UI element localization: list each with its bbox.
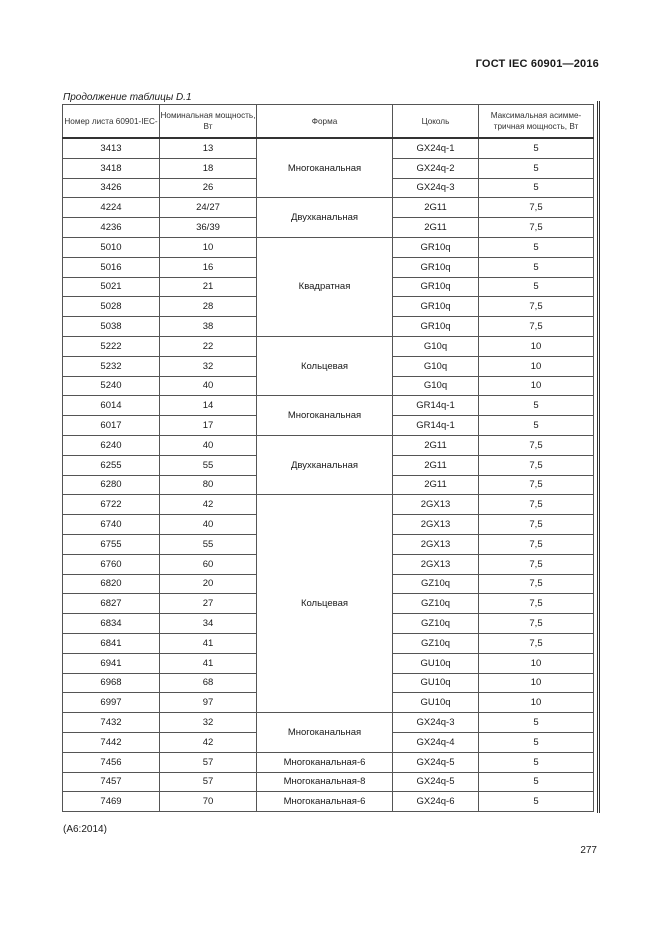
cell-sheet-number: 4236 [63, 218, 160, 238]
cell-sheet-number: 5038 [63, 317, 160, 337]
cell-nominal-power: 34 [160, 614, 257, 634]
cell-base: GX24q-6 [393, 792, 479, 812]
cell-max-power: 7,5 [479, 435, 594, 455]
table-caption: Продолжение таблицы D.1 [63, 92, 192, 103]
cell-base: GX24q-3 [393, 178, 479, 198]
cell-sheet-number: 6740 [63, 515, 160, 535]
cell-base: G10q [393, 356, 479, 376]
cell-nominal-power: 21 [160, 277, 257, 297]
cell-sheet-number: 3418 [63, 158, 160, 178]
cell-sheet-number: 4224 [63, 198, 160, 218]
cell-sheet-number: 6827 [63, 594, 160, 614]
cell-base: GR14q-1 [393, 396, 479, 416]
cell-sheet-number: 7457 [63, 772, 160, 792]
cell-max-power: 5 [479, 277, 594, 297]
cell-sheet-number: 6841 [63, 633, 160, 653]
cell-nominal-power: 17 [160, 416, 257, 436]
cell-base: G10q [393, 336, 479, 356]
cell-max-power: 5 [479, 237, 594, 257]
cell-max-power: 5 [479, 713, 594, 733]
cell-base: GU10q [393, 673, 479, 693]
cell-sheet-number: 6240 [63, 435, 160, 455]
cell-base: 2GX13 [393, 554, 479, 574]
cell-shape: Многоканальная-6 [257, 792, 393, 812]
cell-base: GR10q [393, 317, 479, 337]
cell-base: GR10q [393, 277, 479, 297]
table-row [63, 435, 594, 455]
cell-max-power: 5 [479, 178, 594, 198]
cell-max-power: 10 [479, 376, 594, 396]
cell-sheet-number: 6941 [63, 653, 160, 673]
cell-sheet-number: 5222 [63, 336, 160, 356]
cell-max-power: 7,5 [479, 515, 594, 535]
cell-nominal-power: 27 [160, 594, 257, 614]
cell-max-power: 5 [479, 752, 594, 772]
cell-nominal-power: 22 [160, 336, 257, 356]
cell-max-power: 7,5 [479, 614, 594, 634]
cell-base: 2G11 [393, 435, 479, 455]
table-body [63, 138, 594, 812]
cell-sheet-number: 5028 [63, 297, 160, 317]
cell-sheet-number: 6755 [63, 534, 160, 554]
cell-sheet-number: 3426 [63, 178, 160, 198]
cell-nominal-power: 13 [160, 138, 257, 158]
document-header: ГОСТ IEC 60901—2016 [475, 58, 599, 70]
cell-base: 2G11 [393, 218, 479, 238]
cell-base: GU10q [393, 693, 479, 713]
cell-base: GR10q [393, 297, 479, 317]
cell-sheet-number: 5021 [63, 277, 160, 297]
cell-base: GX24q-5 [393, 772, 479, 792]
cell-nominal-power: 41 [160, 653, 257, 673]
cell-base: GR14q-1 [393, 416, 479, 436]
cell-max-power: 7,5 [479, 554, 594, 574]
cell-max-power: 5 [479, 158, 594, 178]
cell-nominal-power: 20 [160, 574, 257, 594]
cell-sheet-number: 7456 [63, 752, 160, 772]
cell-base: 2GX13 [393, 495, 479, 515]
cell-sheet-number: 6968 [63, 673, 160, 693]
cell-base: GR10q [393, 237, 479, 257]
cell-base: 2G11 [393, 455, 479, 475]
cell-max-power: 5 [479, 396, 594, 416]
cell-shape: Кольцевая [257, 336, 393, 395]
cell-nominal-power: 42 [160, 495, 257, 515]
cell-shape: Двухканальная [257, 198, 393, 238]
cell-sheet-number: 5016 [63, 257, 160, 277]
cell-sheet-number: 6834 [63, 614, 160, 634]
cell-nominal-power: 70 [160, 792, 257, 812]
column-header-base: Цоколь [393, 105, 479, 139]
cell-sheet-number: 6255 [63, 455, 160, 475]
cell-base: GX24q-5 [393, 752, 479, 772]
cell-max-power: 10 [479, 673, 594, 693]
cell-sheet-number: 6997 [63, 693, 160, 713]
cell-nominal-power: 41 [160, 633, 257, 653]
cell-sheet-number: 6820 [63, 574, 160, 594]
cell-max-power: 5 [479, 138, 594, 158]
column-header-power: Номинальная мощность, Вт [160, 105, 257, 139]
lamp-data-table [62, 104, 594, 812]
table-row [63, 396, 594, 416]
cell-shape: Многоканальная [257, 138, 393, 198]
cell-shape: Многоканальная [257, 396, 393, 436]
cell-sheet-number: 3413 [63, 138, 160, 158]
table-row [63, 792, 594, 812]
cell-max-power: 10 [479, 653, 594, 673]
cell-sheet-number: 6280 [63, 475, 160, 495]
cell-base: 2GX13 [393, 515, 479, 535]
cell-base: GZ10q [393, 614, 479, 634]
cell-nominal-power: 28 [160, 297, 257, 317]
cell-max-power: 5 [479, 732, 594, 752]
cell-max-power: 7,5 [479, 218, 594, 238]
cell-nominal-power: 40 [160, 515, 257, 535]
cell-max-power: 7,5 [479, 455, 594, 475]
cell-base: 2G11 [393, 198, 479, 218]
cell-max-power: 5 [479, 257, 594, 277]
cell-max-power: 7,5 [479, 317, 594, 337]
cell-nominal-power: 18 [160, 158, 257, 178]
cell-shape: Кольцевая [257, 495, 393, 713]
cell-max-power: 7,5 [479, 633, 594, 653]
cell-shape: Квадратная [257, 237, 393, 336]
cell-sheet-number: 7442 [63, 732, 160, 752]
cell-base: GZ10q [393, 594, 479, 614]
cell-shape: Двухканальная [257, 435, 393, 494]
table-header-row [63, 105, 594, 139]
cell-nominal-power: 14 [160, 396, 257, 416]
cell-max-power: 7,5 [479, 534, 594, 554]
cell-sheet-number: 5010 [63, 237, 160, 257]
cell-base: GZ10q [393, 574, 479, 594]
cell-nominal-power: 68 [160, 673, 257, 693]
cell-nominal-power: 55 [160, 534, 257, 554]
cell-sheet-number: 5240 [63, 376, 160, 396]
table-row [63, 138, 594, 158]
cell-base: GX24q-3 [393, 713, 479, 733]
cell-base: GR10q [393, 257, 479, 277]
cell-nominal-power: 24/27 [160, 198, 257, 218]
column-header-shape: Форма [257, 105, 393, 139]
cell-max-power: 5 [479, 792, 594, 812]
cell-nominal-power: 38 [160, 317, 257, 337]
cell-nominal-power: 80 [160, 475, 257, 495]
cell-max-power: 7,5 [479, 495, 594, 515]
cell-shape: Многоканальная [257, 713, 393, 753]
cell-max-power: 7,5 [479, 574, 594, 594]
cell-base: GX24q-2 [393, 158, 479, 178]
cell-max-power: 5 [479, 416, 594, 436]
cell-sheet-number: 6017 [63, 416, 160, 436]
revision-bar [597, 101, 600, 813]
cell-base: G10q [393, 376, 479, 396]
cell-max-power: 10 [479, 336, 594, 356]
footnote-amendment: (А6:2014) [63, 824, 107, 835]
cell-max-power: 7,5 [479, 475, 594, 495]
table-row [63, 237, 594, 257]
cell-sheet-number: 6722 [63, 495, 160, 515]
cell-nominal-power: 97 [160, 693, 257, 713]
cell-max-power: 7,5 [479, 594, 594, 614]
cell-nominal-power: 16 [160, 257, 257, 277]
column-header-max-power: Максимальная асимме-тричная мощность, Вт [479, 105, 594, 139]
cell-nominal-power: 60 [160, 554, 257, 574]
cell-base: GX24q-1 [393, 138, 479, 158]
cell-sheet-number: 6014 [63, 396, 160, 416]
cell-base: GZ10q [393, 633, 479, 653]
table-row [63, 772, 594, 792]
cell-nominal-power: 42 [160, 732, 257, 752]
cell-sheet-number: 5232 [63, 356, 160, 376]
cell-nominal-power: 36/39 [160, 218, 257, 238]
cell-nominal-power: 32 [160, 356, 257, 376]
cell-shape: Многоканальная-8 [257, 772, 393, 792]
column-header-sheet: Номер листа 60901-IEC- [63, 105, 160, 139]
table-row [63, 752, 594, 772]
page-number: 277 [580, 845, 597, 856]
cell-nominal-power: 40 [160, 376, 257, 396]
cell-base: GU10q [393, 653, 479, 673]
cell-max-power: 10 [479, 693, 594, 713]
cell-nominal-power: 26 [160, 178, 257, 198]
cell-max-power: 10 [479, 356, 594, 376]
cell-nominal-power: 10 [160, 237, 257, 257]
table-row [63, 713, 594, 733]
table-row [63, 336, 594, 356]
cell-shape: Многоканальная-6 [257, 752, 393, 772]
cell-sheet-number: 7469 [63, 792, 160, 812]
table-row [63, 198, 594, 218]
table-row [63, 495, 594, 515]
cell-max-power: 5 [479, 772, 594, 792]
cell-sheet-number: 7432 [63, 713, 160, 733]
cell-base: GX24q-4 [393, 732, 479, 752]
cell-base: 2GX13 [393, 534, 479, 554]
cell-nominal-power: 57 [160, 752, 257, 772]
cell-nominal-power: 55 [160, 455, 257, 475]
cell-sheet-number: 6760 [63, 554, 160, 574]
cell-nominal-power: 40 [160, 435, 257, 455]
cell-max-power: 7,5 [479, 198, 594, 218]
cell-nominal-power: 57 [160, 772, 257, 792]
cell-nominal-power: 32 [160, 713, 257, 733]
cell-base: 2G11 [393, 475, 479, 495]
cell-max-power: 7,5 [479, 297, 594, 317]
